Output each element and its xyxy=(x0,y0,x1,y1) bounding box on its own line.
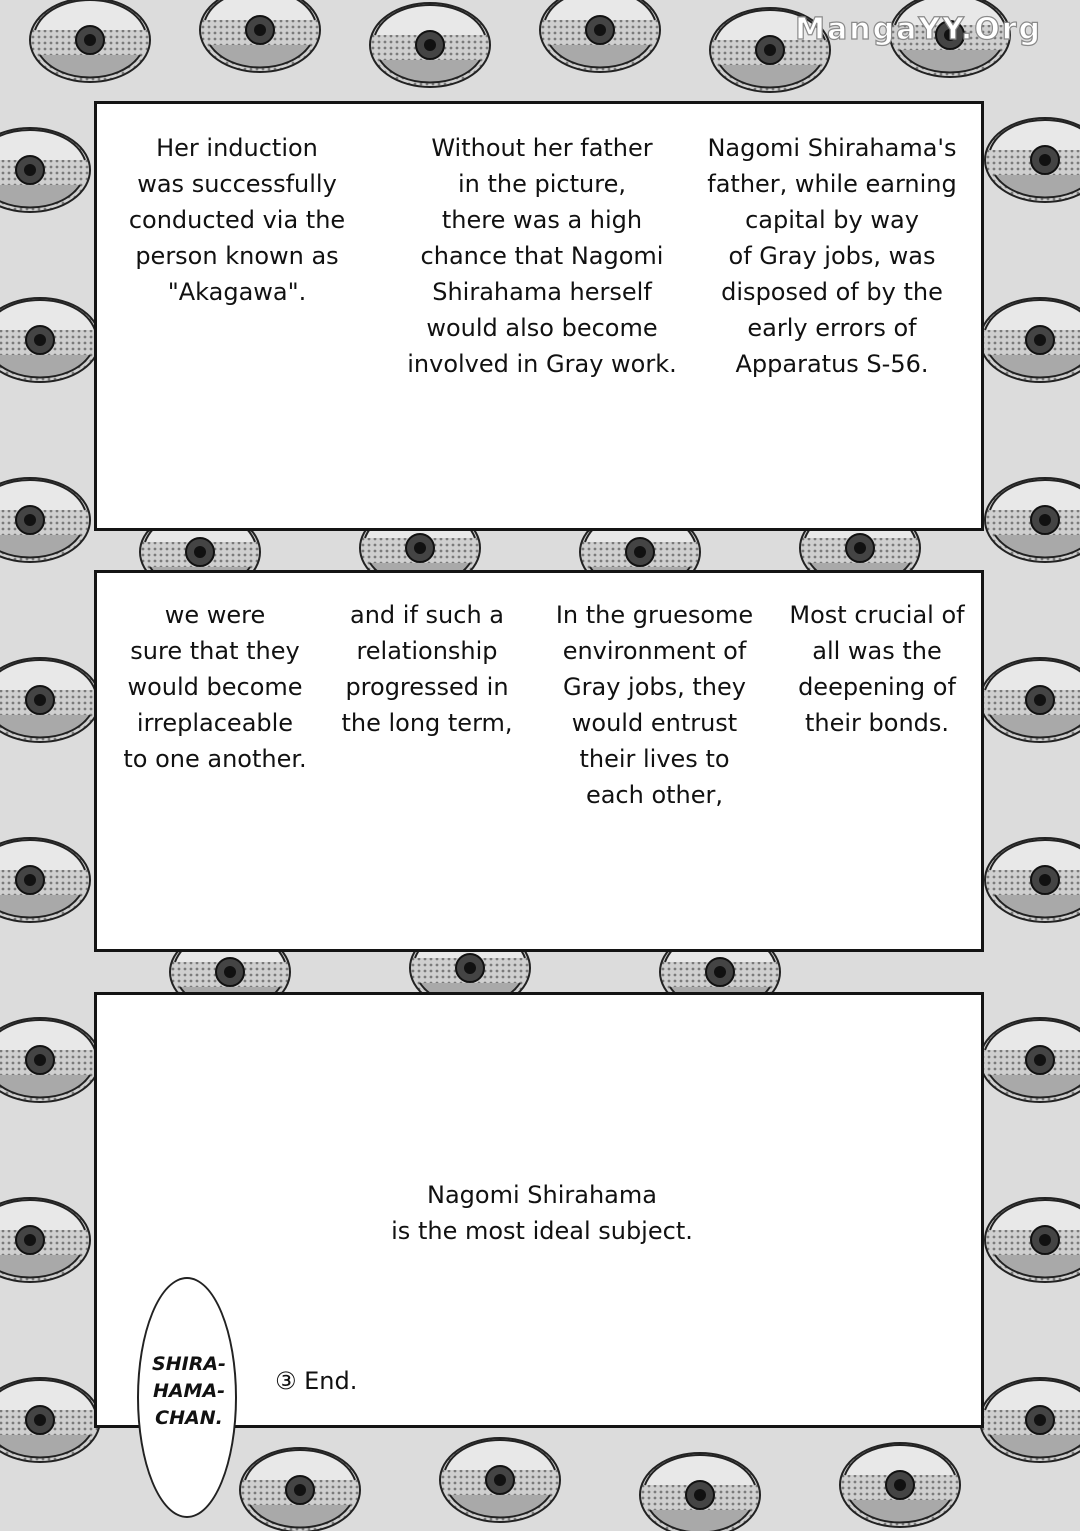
caption-relationship: and if such a relationship progressed in the long term, xyxy=(341,601,513,737)
caption-irreplaceable: we were sure that they would become irreplaceable to one another. xyxy=(123,601,307,773)
speech-bubble-text: SHIRA- HAMA- CHAN. xyxy=(152,1353,226,1429)
caption-induction: Her induction was successfully conducted via the person known as "Akagawa". xyxy=(128,134,346,306)
caption-without-father: Without her father in the picture, there was a high chance that Nagomi Shirahama herself would also become involved in Gray work. xyxy=(407,134,677,378)
panel-2 xyxy=(94,570,984,952)
caption-father-disposed: Nagomi Shirahama's father, while earning capital by way of Gray jobs, was disposed of by the early errors of Apparatus S-56. xyxy=(707,134,957,378)
speech-bubble xyxy=(137,1277,237,1518)
watermark-text: MangaYY.Org xyxy=(795,12,1042,47)
caption-ideal-subject: Nagomi Shirahama is the most ideal subject. xyxy=(391,1181,693,1245)
chapter-end-label: ③ End. xyxy=(275,1367,358,1395)
caption-bonds: Most crucial of all was the deepening of their bonds. xyxy=(789,601,965,737)
panel-1 xyxy=(94,101,984,531)
caption-gruesome-environment: In the gruesome environment of Gray jobs, they would entrust their lives to each other, xyxy=(555,601,754,809)
